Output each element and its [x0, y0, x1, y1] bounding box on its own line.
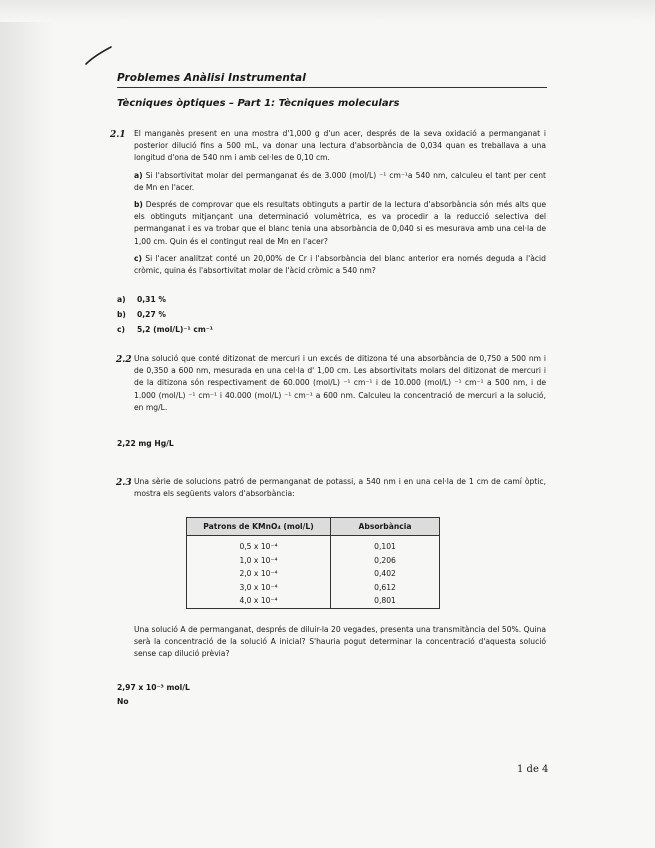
problem-1-part-c — [134, 253, 546, 277]
answer-a-label: a) — [117, 295, 126, 304]
header-divider — [117, 87, 547, 88]
problem-3-text: Una sèrie de solucions patró de permanganat de potassi, a 540 nm i en una cel·la de 1 cm de camí òptic, mostra els següents valors d'absorbància: — [134, 477, 546, 499]
part-b-text: Després de comprovar que els resultats obtinguts a partir de la lectura d'absorbància són més alts que els obtinguts mitjançant una determinació volumètrica, es va procedir a la reducció selectiva del permanganat i es va trobar que el blanc tenia una absorbància de 0,040 si es mesurava amb una cel·la de 1,00 cm. Quin és el contingut real de Mn en l'acer? — [134, 200, 546, 246]
problem-3-followup: Una solució A de permanganat, després de diluir-la 20 vegades, presenta una transmitància del 50%. Quina serà la concentració de la solució A inicial? S'hauria pogut determinar la concentració d'aquesta solució sense cap dilució prèvia? — [134, 625, 546, 659]
part-c-label: c) — [134, 254, 142, 263]
table-row — [187, 581, 440, 595]
part-a-text: Si l'absortivitat molar del permanganat és de 3.000 (mol/L) ⁻¹ cm⁻¹a 540 nm, calculeu el tant per cent de Mn en l'acer. — [134, 171, 546, 193]
scan-shadow-left — [0, 0, 56, 848]
col-header-absorbance: Absorbància — [331, 518, 440, 536]
problem-1-part-a — [134, 170, 546, 194]
table-row — [187, 554, 440, 568]
problem-1-number: 2.1 — [110, 130, 126, 140]
problem-3-number: 2.3 — [116, 478, 132, 488]
pen-stroke-mark — [84, 44, 114, 66]
cell-concentration: 0,5 x 10⁻⁴ — [187, 536, 331, 554]
section-title: Tècniques òptiques – Part 1: Tècniques moleculars — [117, 98, 400, 109]
table-header-row — [187, 518, 440, 536]
cell-concentration: 2,0 x 10⁻⁴ — [187, 567, 331, 581]
problem-1-intro: El manganès present en una mostra d'1,000 g d'un acer, després de la seva oxidació a permanganat i posterior dilució fins a 500 mL, va donar una lectura d'absorbància de 0,034 quan es treballava a una longitud d'ona de 540 nm i amb cel·les de 0,10 cm. — [134, 129, 546, 163]
answer-a-value: 0,31 % — [137, 295, 166, 304]
table-row — [187, 594, 440, 608]
part-a-label: a) — [134, 171, 143, 180]
table-row — [187, 567, 440, 581]
cell-absorbance: 0,801 — [331, 594, 440, 608]
cell-absorbance: 0,101 — [331, 536, 440, 554]
cell-concentration: 3,0 x 10⁻⁴ — [187, 581, 331, 595]
cell-absorbance: 0,612 — [331, 581, 440, 595]
table-row — [187, 536, 440, 554]
cell-absorbance: 0,206 — [331, 554, 440, 568]
answer-b-label: b) — [117, 310, 126, 319]
problem-3-answer-dilution: No — [117, 697, 129, 706]
page-number: 1 de 4 — [517, 764, 549, 775]
scan-shadow-top — [0, 0, 655, 22]
problem-2-number: 2.2 — [116, 355, 132, 365]
answer-b-value: 0,27 % — [137, 310, 166, 319]
part-b-label: b) — [134, 200, 143, 209]
problem-1-part-b — [134, 199, 546, 248]
col-header-standards: Patrons de KMnO₄ (mol/L) — [187, 518, 331, 536]
answer-c-value: 5,2 (mol/L)⁻¹ cm⁻¹ — [137, 325, 214, 334]
problem-2-text: Una solució que conté ditizonat de mercuri i un excés de ditizona té una absorbància de 0,750 a 500 nm i de 0,350 a 600 nm, mesurada en una cel·la d' 1,00 cm. Les absortivitats molars del ditizonat de mercuri i de la ditizona són respectivament de 60.000 (mol/L) ⁻¹ cm⁻¹ i de 10.000 (mol/L) ⁻¹ cm⁻¹ a 500 nm, i de 1.000 (mol/L) ⁻¹ cm⁻¹ i 40.000 (mol/L) ⁻¹ cm⁻¹ a 600 nm. Calculeu la concentració de mercuri a la solució, en mg/L. — [134, 354, 546, 412]
document-title: Problemes Anàlisi Instrumental — [117, 72, 306, 84]
absorbance-table — [186, 517, 440, 609]
part-c-text: Si l'acer analitzat conté un 20,00% de Cr i l'absorbància del blanc anterior era només deguda a l'àcid cròmic, quina és l'absortivitat molar de l'àcid cròmic a 540 nm? — [134, 254, 546, 276]
problem-3-answer-concentration: 2,97 x 10⁻³ mol/L — [117, 683, 190, 692]
answer-c-label: c) — [117, 325, 125, 334]
cell-absorbance: 0,402 — [331, 567, 440, 581]
cell-concentration: 4,0 x 10⁻⁴ — [187, 594, 331, 608]
cell-concentration: 1,0 x 10⁻⁴ — [187, 554, 331, 568]
problem-2-answer: 2,22 mg Hg/L — [117, 439, 174, 448]
